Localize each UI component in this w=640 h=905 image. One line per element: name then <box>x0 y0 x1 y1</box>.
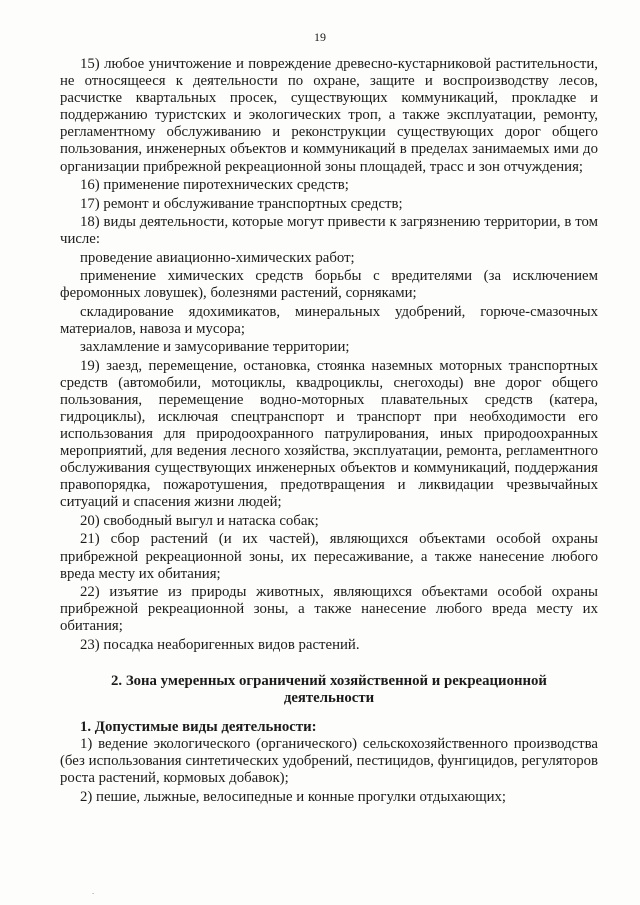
paragraph-allowed-2: 2) пешие, лыжные, велосипедные и конные прогулки отдыхающих; <box>80 788 507 805</box>
section-heading: 2. Зона умеренных ограничений хозяйственной и рекреационной деятельности <box>111 672 547 706</box>
page-number: 19 <box>314 30 326 44</box>
paragraph-item-18: 18) виды деятельности, которые могут привести к загрязнению территории, в том числе: <box>60 214 598 248</box>
paragraph-item-23: 23) посадка неаборигенных видов растений. <box>80 636 360 653</box>
paragraph-allowed-1: 1) ведение экологического (органического) сельскохозяйственного производства (без использования синтетических удобрений, пестицидов, фунгицидов, регуляторов роста растений, кормовых добавок); <box>60 736 598 787</box>
paragraph-item-15: 15) любое уничтожение и повреждение древесно-кустарниковой растительности, не относящееся к деятельности по охране, защите и воспроизводству лесов, расчистке квартальных просек, существующих коммуникаций, прокладке и поддержанию туристских и экологических троп, а также эксплуатации, ремонту, регламентному обслуживанию и реконструкции существующих дорог общего пользования, инженерных объектов и коммуникаций в пределах занимаемых ими до организации прибрежной рекреационной зоны площадей, трасс и зон отчуждения; <box>60 56 598 175</box>
paragraph-item-16: 16) применение пиротехнических средств; <box>80 177 349 194</box>
paragraph-subitem-aviation: проведение авиационно-химических работ; <box>80 249 355 266</box>
paragraph-item-20: 20) свободный выгул и натаска собак; <box>80 512 319 529</box>
paragraph-item-21: 21) сбор растений (и их частей), являющихся объектами особой охраны прибрежной рекреационной зоны, их пересаживание, а также нанесение любого вреда месту их обитания; <box>60 531 598 582</box>
paragraph-subitem-storage: складирование ядохимикатов, минеральных удобрений, горюче-смазочных материалов, навоза и мусора; <box>60 303 598 337</box>
paragraph-item-19: 19) заезд, перемещение, остановка, стоянка наземных моторных транспортных средств (автомобили, мотоциклы, квадроциклы, снегоходы) вне дорог общего пользования, перемещение водно-моторных плавательных средств (катера, гидроциклы), исключая спецтранспорт и транспорт при необходимости его использования для природоохранного патрулирования, иных природоохранных мероприятий, для ведения лесного хозяйства, эксплуатации, ремонта, регламентного обслуживания существующих инженерных объектов и коммуникаций, поддержания правопорядка, пожаротушения, предотвращения и ликвидации чрезвычайных ситуаций и спасения жизни людей; <box>60 357 598 511</box>
paragraph-subitem-chemicals: применение химических средств борьбы с вредителями (за исключением феромонных ловушек), болезнями растений, сорняками; <box>60 268 598 302</box>
paragraph-item-17: 17) ремонт и обслуживание транспортных средств; <box>80 195 403 212</box>
paragraph-item-22: 22) изъятие из природы животных, являющихся объектами особой охраны прибрежной рекреационной зоны, а также нанесение любого вреда месту их обитания; <box>60 584 598 635</box>
subheading-allowed-activities: 1. Допустимые виды деятельности: <box>80 719 317 736</box>
scan-mark: - <box>92 889 95 897</box>
paragraph-subitem-littering: захламление и замусоривание территории; <box>80 339 350 356</box>
document-body <box>60 56 598 806</box>
